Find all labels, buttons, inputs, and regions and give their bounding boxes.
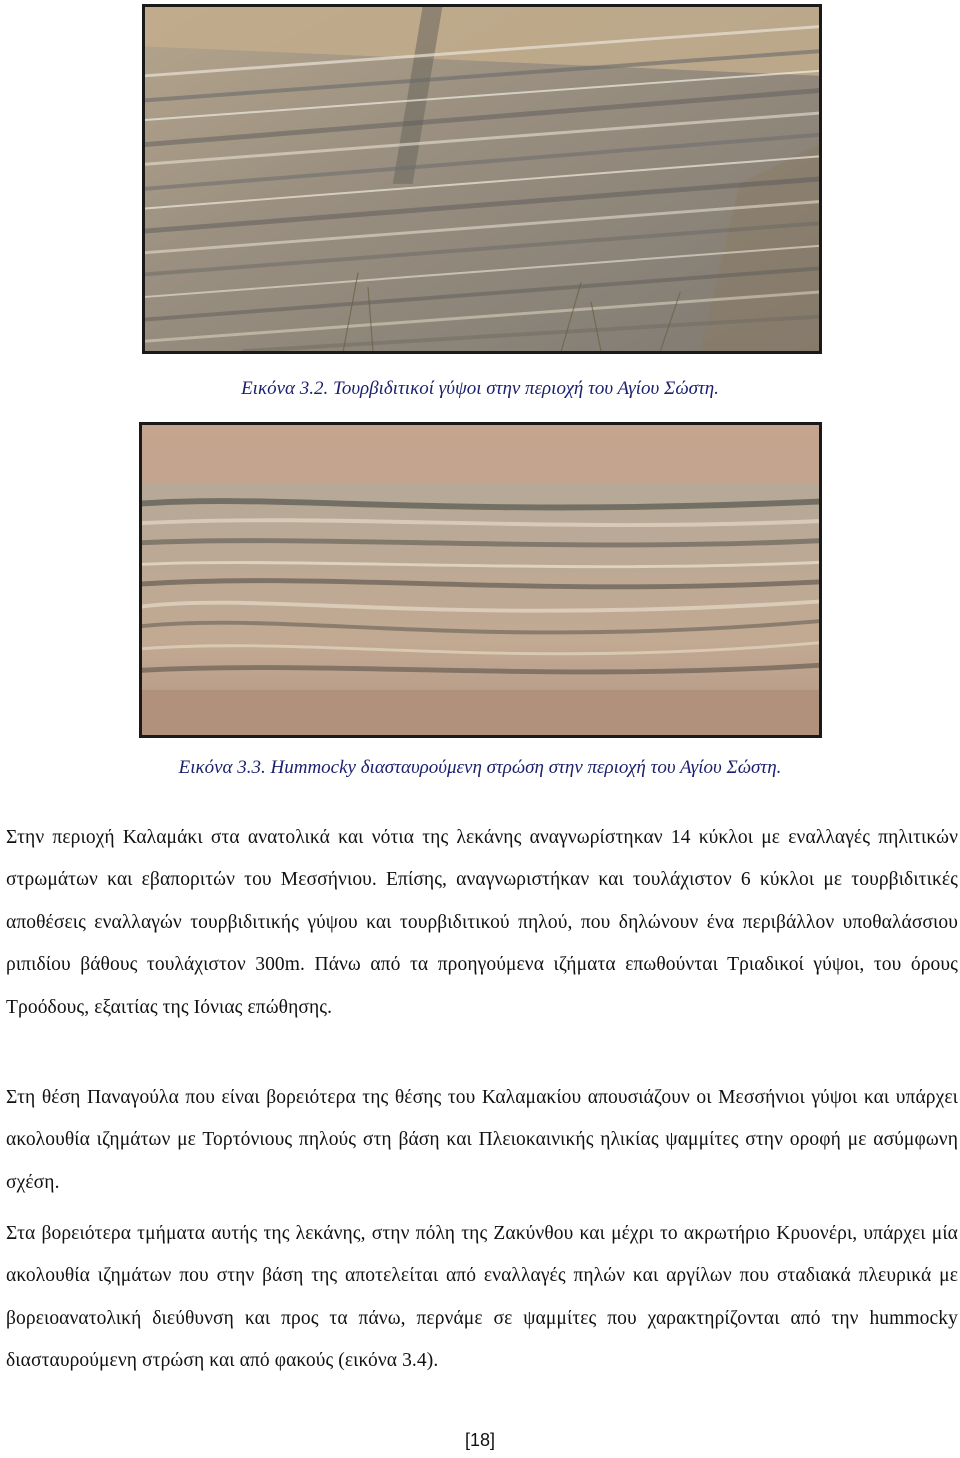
paragraph-zakynthos: Στα βορειότερα τμήματα αυτής της λεκάνης, στην πόλη της Ζακύνθου και μέχρι το ακρωτήριο Κρυονέρι, υπάρχει μία ακολουθία ιζημάτων που στην βάση της αποτελείται από εναλλαγές πηλών και αργίλων που σταδιακά πλευρικά με βορειοανατολική διεύθυνση και προς τα πάνω, περνάμε σε ψαμμίτες που χαρακτηρίζονται από την hummocky διασταυρούμενη στρώση και από φακούς (εικόνα 3.4).: [6, 1222, 958, 1371]
figure-caption-3-2: Εικόνα 3.2. Τουρβιδιτικοί γύψοι στην περιοχή του Αγίου Σώστη.: [241, 378, 719, 399]
paragraph-kalamaki: Στην περιοχή Καλαμάκι στα ανατολικά και νότια της λεκάνης αναγνωρίστηκαν 14 κύκλοι με εναλλαγές πηλιτικών στρωμάτων και εβαποριτών του Μεσσήνιου. Επίσης, αναγνωριστήκαν και τουλάχιστον 6 κύκλοι με τουρβιδιτικές αποθέσεις εναλλαγών τουρβιδιτικής γύψου και τουρβιδιτικού πηλού, που δηλώνουν ένα περιβάλλον υποθαλάσσιου ριπιδίου βάθους τουλάχιστον 300m. Πάνω από τα προηγούμενα ιζήματα επωθούνται Τριαδικοί γύψοι, του όρους Τροόδους, εξαιτίας της Ιόνιας επώθησης.: [6, 826, 958, 1018]
paragraph-panagoula: Στη θέση Παναγούλα που είναι βορειότερα της θέσης του Καλαμακίου απουσιάζουν οι Μεσσήνιοι γύψοι και υπάρχει ακολουθία ιζημάτων με Τορτόνιους πηλούς στη βάση και Πλειοκαινικής ηλικίας ψαμμίτες στην οροφή με ασύμφωνη σχέση.: [6, 1086, 958, 1193]
hummocky-cross-stratification-image: [142, 425, 819, 735]
turbiditic-gypsum-rock-image: [145, 7, 819, 351]
figure-caption-3-3: Εικόνα 3.3. Hummocky διασταυρούμενη στρώση στην περιοχή του Αγίου Σώστη.: [178, 757, 782, 778]
page-number: [18]: [464, 1430, 496, 1450]
figure-3-2-photo: [142, 4, 822, 354]
figure-3-3-photo: [139, 422, 822, 738]
